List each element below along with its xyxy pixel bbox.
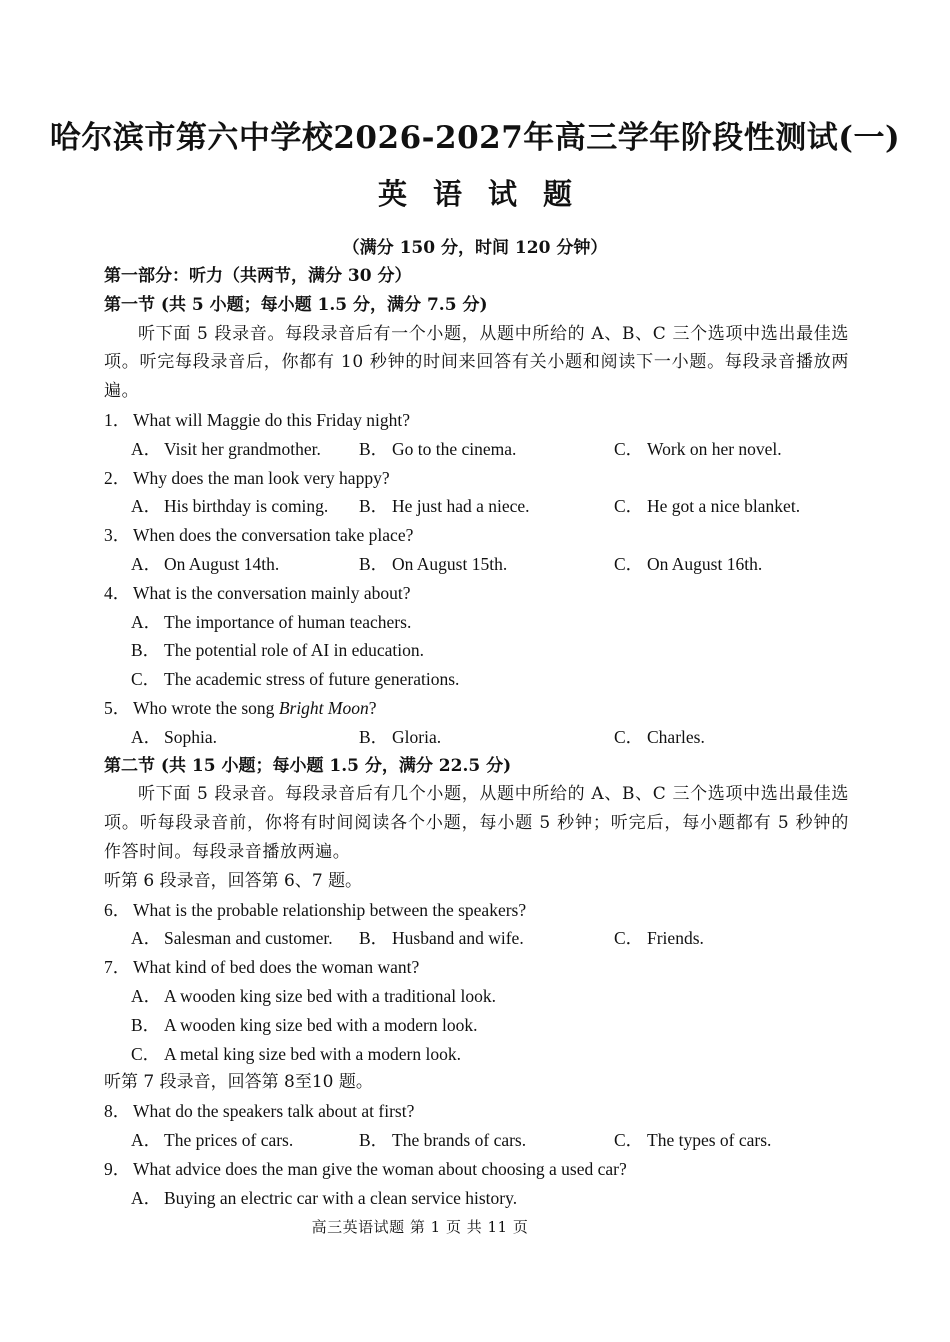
options-5 (104, 723, 849, 752)
section1-instructions: 听下面 5 段录音。每段录音后有一个小题，从题中所给的 A、B、C 三个选项中选出最佳选项。听完每段录音后，你都有 10 秒钟的时间来回答有关小题和阅读下一小题。每段录音播放两遍。 (104, 323, 849, 402)
option-b: B． Go to the cinema. (359, 438, 517, 459)
question-4: 4． What is the conversation mainly about? (104, 582, 411, 603)
option-b: B． On August 15th. (359, 553, 508, 574)
part1-heading: 第一部分：听力（共两节，满分 30 分） (104, 266, 412, 286)
options-2 (104, 492, 849, 521)
question-text: Why does the man look very happy? (133, 467, 390, 488)
question-5: 5． Who wrote the song Bright Moon? (104, 697, 377, 718)
options-6 (104, 924, 849, 953)
option-c: C． A metal king size bed with a modern look. (131, 1043, 461, 1064)
options-1 (104, 435, 849, 464)
option-b: B． The potential role of AI in education. (131, 640, 424, 661)
question-text: What do the speakers talk about at first? (133, 1101, 415, 1122)
exam-content (104, 262, 849, 1212)
option-c: C． He got a nice blanket. (614, 496, 801, 517)
option-a: A． Sophia. (131, 726, 217, 747)
group-6-instruction: 听第 6 段录音，回答第 6、7 题。 (104, 870, 363, 891)
question-text: When does the conversation take place? (133, 525, 414, 546)
question-1: 1． What will Maggie do this Friday night? (104, 409, 411, 430)
option-b: B． He just had a niece. (359, 496, 530, 517)
section2-heading: 第二节 (共 15 小题；每小题 1.5 分，满分 22.5 分) (104, 755, 512, 776)
option-b: B． A wooden king size bed with a modern look. (131, 1014, 478, 1035)
question-7: 7． What kind of bed does the woman want? (104, 957, 420, 978)
question-9: 9． What advice does the man give the woman about choosing a used car? (104, 1158, 627, 1179)
option-a: A． On August 14th. (131, 553, 280, 574)
option-a: A． His birthday is coming. (131, 496, 329, 517)
option-a: A． The prices of cars. (131, 1129, 294, 1150)
question-3: 3． When does the conversation take place? (104, 525, 414, 546)
score-info: （满分 150 分，时间 120 分钟） (342, 238, 608, 258)
exam-subtitle: 英语试题 (377, 177, 598, 211)
page-footer: 高三英语试题 第 1 页 共 11 页 (311, 1218, 529, 1236)
option-a: A． A wooden king size bed with a traditional look. (131, 985, 496, 1006)
option-b: B． Gloria. (359, 726, 442, 747)
song-title: Bright Moon (278, 697, 369, 718)
question-text: What advice does the man give the woman about choosing a used car? (133, 1158, 627, 1179)
question-text: What is the probable relationship between the speakers? (133, 899, 527, 920)
option-c: C． Charles. (614, 726, 705, 747)
section1-heading: 第一节 (共 5 小题；每小题 1.5 分，满分 7.5 分) (104, 294, 488, 315)
option-a: A． The importance of human teachers. (131, 611, 412, 632)
question-text: What is the conversation mainly about? (133, 582, 411, 603)
options-8 (104, 1126, 849, 1155)
option-a: A． Salesman and customer. (131, 928, 333, 949)
question-text: What kind of bed does the woman want? (133, 957, 420, 978)
option-c: C． Friends. (614, 928, 704, 949)
option-b: B． The brands of cars. (359, 1129, 527, 1150)
question-text: Who wrote the song (133, 697, 279, 718)
question-8: 8． What do the speakers talk about at first? (104, 1101, 415, 1122)
options-3 (104, 550, 849, 579)
question-text: What will Maggie do this Friday night? (133, 409, 411, 430)
option-c: C． The academic stress of future generations. (131, 669, 460, 690)
option-a: A． Visit her grandmother. (131, 438, 321, 459)
question-2: 2． Why does the man look very happy? (104, 467, 390, 488)
question-6: 6． What is the probable relationship between the speakers? (104, 899, 527, 920)
exam-title: 哈尔滨市第六中学校2026-2027年高三学年阶段性测试(一) (49, 120, 901, 156)
option-c: C． The types of cars. (614, 1129, 772, 1150)
group-7-instruction: 听第 7 段录音，回答第 8至10 题。 (104, 1072, 373, 1093)
option-c: C． Work on her novel. (614, 438, 782, 459)
option-c: C． On August 16th. (614, 553, 763, 574)
option-b: B． Husband and wife. (359, 928, 524, 949)
section2-instructions: 听下面 5 段录音。每段录音后有几个小题，从题中所给的 A、B、C 三个选项中选出最佳选项。听每段录音前，你将有时间阅读各个小题，每小题 5 秒钟；听完后，每小题都有 5 秒钟的作答时间。每段录音播放两遍。 (104, 784, 849, 862)
option-a: A． Buying an electric car with a clean service history. (131, 1187, 518, 1208)
